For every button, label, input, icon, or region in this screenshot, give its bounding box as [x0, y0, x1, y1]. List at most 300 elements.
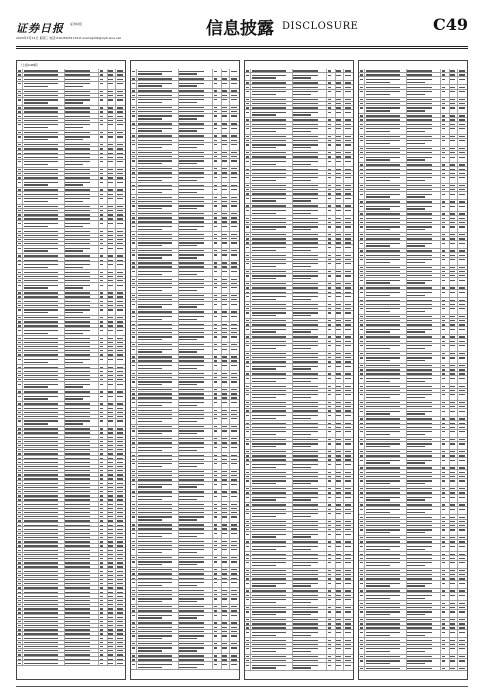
table-cell: [336, 335, 345, 338]
illegible-text-ink: [18, 239, 22, 240]
table-cell: [137, 126, 178, 133]
table-cell: [344, 401, 353, 404]
illegible-text-ink: [252, 320, 286, 321]
illegible-text-ink: [328, 378, 332, 379]
table-cell: [23, 444, 64, 447]
illegible-text-ink: [179, 201, 204, 202]
table-cell: [179, 445, 214, 452]
table-cell: [137, 474, 178, 477]
illegible-text-ink: [328, 255, 332, 256]
table-cell: [99, 657, 108, 660]
table-cell: [108, 295, 117, 298]
table-cell: [251, 311, 292, 318]
illegible-text-ink: [138, 213, 172, 214]
illegible-text-ink: [179, 250, 204, 251]
illegible-text-ink: [222, 459, 227, 460]
table-cell: [65, 254, 100, 257]
table-cell: [213, 429, 222, 436]
illegible-text-ink: [336, 595, 341, 596]
table-cell: [108, 378, 117, 381]
illegible-text-ink: [360, 177, 364, 178]
illegible-text-ink: [246, 644, 250, 645]
table-cell: [137, 511, 178, 514]
table-cell: [179, 539, 214, 542]
illegible-text-ink: [222, 238, 227, 239]
illegible-text-ink: [252, 226, 286, 227]
illegible-text-ink: [222, 304, 227, 305]
illegible-text-ink: [138, 647, 172, 648]
table-row: [17, 98, 125, 106]
illegible-text-ink: [328, 185, 332, 186]
illegible-text-ink: [407, 152, 432, 153]
table-cell: [213, 425, 222, 428]
illegible-text-ink: [450, 79, 455, 80]
illegible-text-ink: [108, 177, 113, 178]
illegible-text-ink: [336, 169, 341, 170]
illegible-text-ink: [18, 120, 22, 121]
illegible-text-ink: [231, 71, 237, 72]
illegible-text-ink: [336, 644, 341, 645]
table-cell: [251, 659, 292, 662]
illegible-text-ink: [293, 446, 311, 447]
table-cell: [230, 134, 239, 137]
table-cell: [137, 314, 178, 321]
illegible-text-ink: [18, 625, 22, 626]
table-cell: [327, 520, 336, 523]
table-cell: [327, 655, 336, 658]
illegible-text-ink: [100, 223, 104, 224]
table-cell: [23, 94, 64, 97]
table-cell: [213, 159, 222, 166]
table-cell: [293, 294, 328, 301]
illegible-text-ink: [231, 512, 237, 513]
illegible-text-ink: [138, 71, 172, 72]
illegible-text-ink: [18, 416, 22, 417]
illegible-text-ink: [117, 157, 123, 158]
illegible-text-ink: [336, 136, 341, 137]
table-cell: [293, 503, 328, 506]
table-cell: [116, 536, 125, 539]
table-cell: [222, 625, 231, 628]
table-cell: [23, 607, 64, 610]
illegible-text-ink: [252, 656, 286, 657]
table-cell: [336, 253, 345, 256]
table-cell: [137, 286, 178, 293]
illegible-text-ink: [252, 660, 286, 661]
table-cell: [336, 524, 345, 527]
table-cell: [108, 374, 117, 377]
table-cell: [230, 314, 239, 321]
table-cell: [65, 246, 100, 253]
illegible-text-ink: [132, 185, 136, 186]
table-cell: [293, 98, 328, 101]
table-cell: [23, 394, 64, 401]
table-cell: [213, 654, 222, 657]
table-cell: [108, 209, 117, 212]
illegible-text-ink: [100, 659, 104, 660]
table-cell: [293, 376, 328, 383]
illegible-text-ink: [366, 148, 400, 149]
illegible-text-ink: [252, 446, 276, 447]
illegible-text-ink: [222, 582, 227, 583]
table-cell: [222, 429, 231, 436]
illegible-text-ink: [108, 583, 113, 584]
table-cell: [116, 394, 125, 401]
illegible-text-ink: [100, 260, 104, 261]
table-cell: [344, 274, 353, 281]
table-cell: [458, 127, 467, 134]
table-cell: [116, 448, 125, 451]
table-cell: [65, 515, 100, 518]
illegible-text-ink: [65, 474, 90, 475]
table-cell: [230, 347, 239, 354]
illegible-text-ink: [345, 234, 351, 235]
illegible-text-ink: [117, 575, 123, 576]
illegible-text-ink: [100, 520, 104, 521]
illegible-text-ink: [138, 573, 172, 574]
table-cell: [327, 405, 336, 408]
table-cell: [179, 625, 214, 628]
illegible-text-ink: [293, 415, 318, 416]
table-cell: [293, 258, 328, 261]
table-cell: [116, 336, 125, 339]
illegible-text-ink: [252, 180, 276, 181]
illegible-text-ink: [222, 484, 227, 485]
illegible-text-ink: [246, 218, 250, 219]
table-cell: [99, 411, 108, 414]
illegible-text-ink: [222, 295, 227, 296]
illegible-text-ink: [100, 83, 104, 84]
table-cell: [327, 512, 336, 519]
illegible-text-ink: [65, 470, 90, 471]
illegible-text-ink: [252, 578, 286, 579]
illegible-text-ink: [108, 91, 113, 92]
table-cell: [230, 232, 239, 235]
table-cell: [458, 77, 467, 84]
table-cell: [23, 328, 64, 335]
illegible-text-ink: [117, 218, 123, 219]
table-cell: [251, 475, 292, 478]
table-cell: [179, 417, 214, 424]
table-row: [131, 560, 239, 568]
illegible-text-ink: [65, 367, 90, 368]
table-cell: [222, 371, 231, 374]
table-cell: [116, 486, 125, 489]
table-cell: [222, 110, 231, 113]
table-cell: [23, 69, 64, 72]
illegible-text-ink: [138, 615, 172, 616]
table-cell: [336, 339, 345, 342]
illegible-text-ink: [293, 119, 318, 120]
illegible-text-ink: [442, 107, 446, 108]
illegible-text-ink: [222, 111, 227, 112]
table-cell: [137, 388, 178, 391]
illegible-text-ink: [100, 350, 104, 351]
illegible-text-ink: [450, 128, 455, 129]
illegible-text-ink: [252, 665, 286, 666]
table-cell: [344, 360, 353, 363]
illegible-text-ink: [18, 177, 22, 178]
illegible-text-ink: [246, 366, 250, 367]
table-cell: [450, 151, 459, 154]
table-cell: [222, 134, 231, 137]
illegible-text-ink: [65, 218, 90, 219]
illegible-text-ink: [108, 466, 113, 467]
illegible-text-ink: [24, 384, 58, 385]
table-cell: [23, 502, 64, 505]
illegible-text-ink: [24, 604, 58, 605]
illegible-text-ink: [132, 418, 136, 419]
illegible-text-ink: [407, 99, 432, 100]
table-cell: [108, 486, 117, 489]
illegible-text-ink: [138, 344, 172, 345]
table-cell: [65, 270, 100, 273]
illegible-text-ink: [366, 177, 400, 178]
illegible-text-ink: [65, 333, 83, 334]
table-cell: [99, 553, 108, 556]
illegible-text-ink: [179, 463, 204, 464]
illegible-text-ink: [138, 512, 172, 513]
illegible-text-ink: [214, 172, 218, 173]
illegible-text-ink: [24, 157, 58, 158]
illegible-text-ink: [108, 182, 113, 183]
illegible-text-ink: [214, 647, 218, 648]
table-cell: [179, 347, 214, 354]
table-cell: [23, 511, 64, 514]
illegible-text-ink: [138, 365, 172, 366]
table-cell: [137, 167, 178, 170]
illegible-text-ink: [293, 229, 311, 230]
illegible-text-ink: [328, 599, 332, 600]
table-cell: [327, 376, 336, 383]
illegible-text-ink: [65, 554, 90, 555]
table-cell: [336, 233, 345, 236]
table-cell: [230, 441, 239, 444]
illegible-text-ink: [18, 346, 22, 347]
illegible-text-ink: [100, 177, 104, 178]
illegible-text-ink: [24, 354, 58, 355]
illegible-text-ink: [138, 557, 172, 558]
illegible-text-ink: [108, 285, 113, 286]
illegible-text-ink: [179, 90, 204, 91]
table-row: [245, 479, 353, 487]
illegible-text-ink: [100, 317, 104, 318]
table-cell: [251, 532, 292, 539]
illegible-text-ink: [231, 266, 237, 267]
illegible-text-ink: [179, 123, 204, 124]
illegible-text-ink: [179, 316, 204, 317]
illegible-text-ink: [246, 75, 250, 76]
illegible-text-ink: [328, 619, 332, 620]
illegible-text-ink: [179, 519, 197, 520]
illegible-text-ink: [214, 123, 218, 124]
table-cell: [327, 184, 336, 187]
table-cell: [137, 331, 178, 334]
illegible-text-ink: [138, 83, 172, 84]
table-cell: [99, 77, 108, 80]
illegible-text-ink: [252, 651, 276, 652]
table-cell: [116, 238, 125, 241]
illegible-text-ink: [117, 346, 123, 347]
table-cell: [137, 646, 178, 653]
table-cell: [441, 118, 450, 121]
illegible-text-ink: [24, 396, 58, 397]
illegible-text-ink: [117, 144, 123, 145]
illegible-text-ink: [345, 459, 351, 460]
illegible-text-ink: [179, 549, 204, 550]
table-cell: [108, 143, 117, 146]
illegible-text-ink: [24, 520, 58, 521]
table-cell: [108, 275, 117, 278]
table-cell: [327, 69, 336, 72]
illegible-text-ink: [117, 432, 123, 433]
table-cell: [179, 322, 214, 325]
illegible-text-ink: [65, 214, 90, 215]
illegible-text-ink: [252, 185, 286, 186]
illegible-text-ink: [65, 487, 90, 488]
table-cell: [450, 163, 459, 166]
table-cell: [179, 605, 214, 608]
illegible-text-ink: [293, 443, 318, 444]
illegible-text-ink: [100, 592, 104, 593]
illegible-text-ink: [24, 148, 58, 149]
table-row: [359, 90, 467, 98]
illegible-text-ink: [252, 292, 286, 293]
table-cell: [116, 160, 125, 167]
table-cell: [251, 127, 292, 134]
illegible-text-ink: [18, 260, 22, 261]
table-cell: [293, 290, 328, 293]
table-cell: [293, 520, 328, 523]
illegible-text-ink: [24, 132, 58, 133]
illegible-text-ink: [138, 418, 172, 419]
table-cell: [222, 613, 231, 620]
table-cell: [293, 556, 328, 559]
table-cell: [230, 151, 239, 154]
illegible-text-ink: [18, 272, 22, 273]
illegible-text-ink: [231, 83, 237, 84]
illegible-text-ink: [18, 474, 22, 475]
table-cell: [293, 208, 328, 215]
illegible-text-ink: [24, 280, 58, 281]
table-row: [131, 363, 239, 371]
illegible-text-ink: [108, 608, 113, 609]
table-cell: [213, 588, 222, 591]
illegible-text-ink: [328, 345, 332, 346]
table-cell: [251, 430, 292, 437]
illegible-text-ink: [24, 136, 58, 137]
table-cell: [336, 241, 345, 244]
illegible-text-ink: [231, 410, 237, 411]
illegible-text-ink: [100, 153, 104, 154]
illegible-text-ink: [231, 524, 237, 525]
table-cell: [213, 445, 222, 452]
table-cell: [179, 507, 214, 510]
table-cell: [336, 413, 345, 420]
table-cell: [251, 122, 292, 125]
illegible-text-ink: [222, 659, 227, 660]
illegible-text-ink: [65, 102, 83, 103]
table-cell: [336, 216, 345, 219]
table-cell: [213, 151, 222, 154]
table-cell: [365, 176, 406, 183]
table-cell: [108, 172, 117, 175]
table-row: [131, 347, 239, 355]
table-cell: [251, 225, 292, 232]
illegible-text-ink: [138, 496, 172, 497]
illegible-text-ink: [138, 486, 162, 487]
illegible-text-ink: [132, 647, 136, 648]
table-cell: [213, 134, 222, 137]
table-cell: [344, 253, 353, 256]
illegible-text-ink: [293, 590, 318, 591]
illegible-text-ink: [117, 654, 123, 655]
table-cell: [116, 110, 125, 113]
table-cell: [230, 494, 239, 501]
table-cell: [23, 486, 64, 489]
table-cell: [65, 209, 100, 212]
illegible-text-ink: [117, 525, 123, 526]
illegible-text-ink: [132, 447, 136, 448]
illegible-text-ink: [18, 408, 22, 409]
table-cell: [344, 393, 353, 400]
illegible-text-ink: [222, 504, 227, 505]
table-cell: [65, 624, 100, 627]
illegible-text-ink: [293, 315, 311, 316]
illegible-text-ink: [231, 95, 237, 96]
table-cell: [99, 569, 108, 572]
illegible-text-ink: [214, 205, 218, 206]
illegible-text-ink: [293, 329, 318, 330]
illegible-text-ink: [108, 243, 113, 244]
illegible-text-ink: [328, 472, 332, 473]
table-cell: [116, 299, 125, 302]
illegible-text-ink: [138, 102, 162, 103]
table-cell: [293, 384, 328, 387]
table-cell: [293, 405, 328, 408]
illegible-text-ink: [117, 325, 123, 326]
table-cell: [327, 528, 336, 531]
table-cell: [336, 512, 345, 519]
table-cell: [222, 138, 231, 141]
illegible-text-ink: [293, 91, 318, 92]
table-cell: [458, 73, 467, 76]
table-cell: [251, 344, 292, 351]
illegible-text-ink: [100, 537, 104, 538]
table-row: [359, 155, 467, 163]
illegible-text-ink: [214, 622, 218, 623]
table-cell: [116, 611, 125, 614]
table-cell: [251, 204, 292, 207]
table-cell: [65, 456, 100, 459]
table-cell: [293, 127, 328, 134]
table-cell: [293, 360, 328, 363]
illegible-text-ink: [222, 201, 227, 202]
table-cell: [99, 131, 108, 134]
table-cell: [327, 425, 336, 428]
illegible-text-ink: [24, 386, 48, 387]
illegible-text-ink: [450, 87, 455, 88]
table-cell: [65, 262, 100, 269]
table-cell: [23, 90, 64, 93]
table-cell: [336, 376, 345, 383]
illegible-text-ink: [336, 173, 341, 174]
table-cell: [293, 118, 328, 121]
illegible-text-ink: [231, 201, 237, 202]
illegible-text-ink: [252, 283, 286, 284]
table-cell: [344, 290, 353, 293]
illegible-text-ink: [108, 280, 113, 281]
